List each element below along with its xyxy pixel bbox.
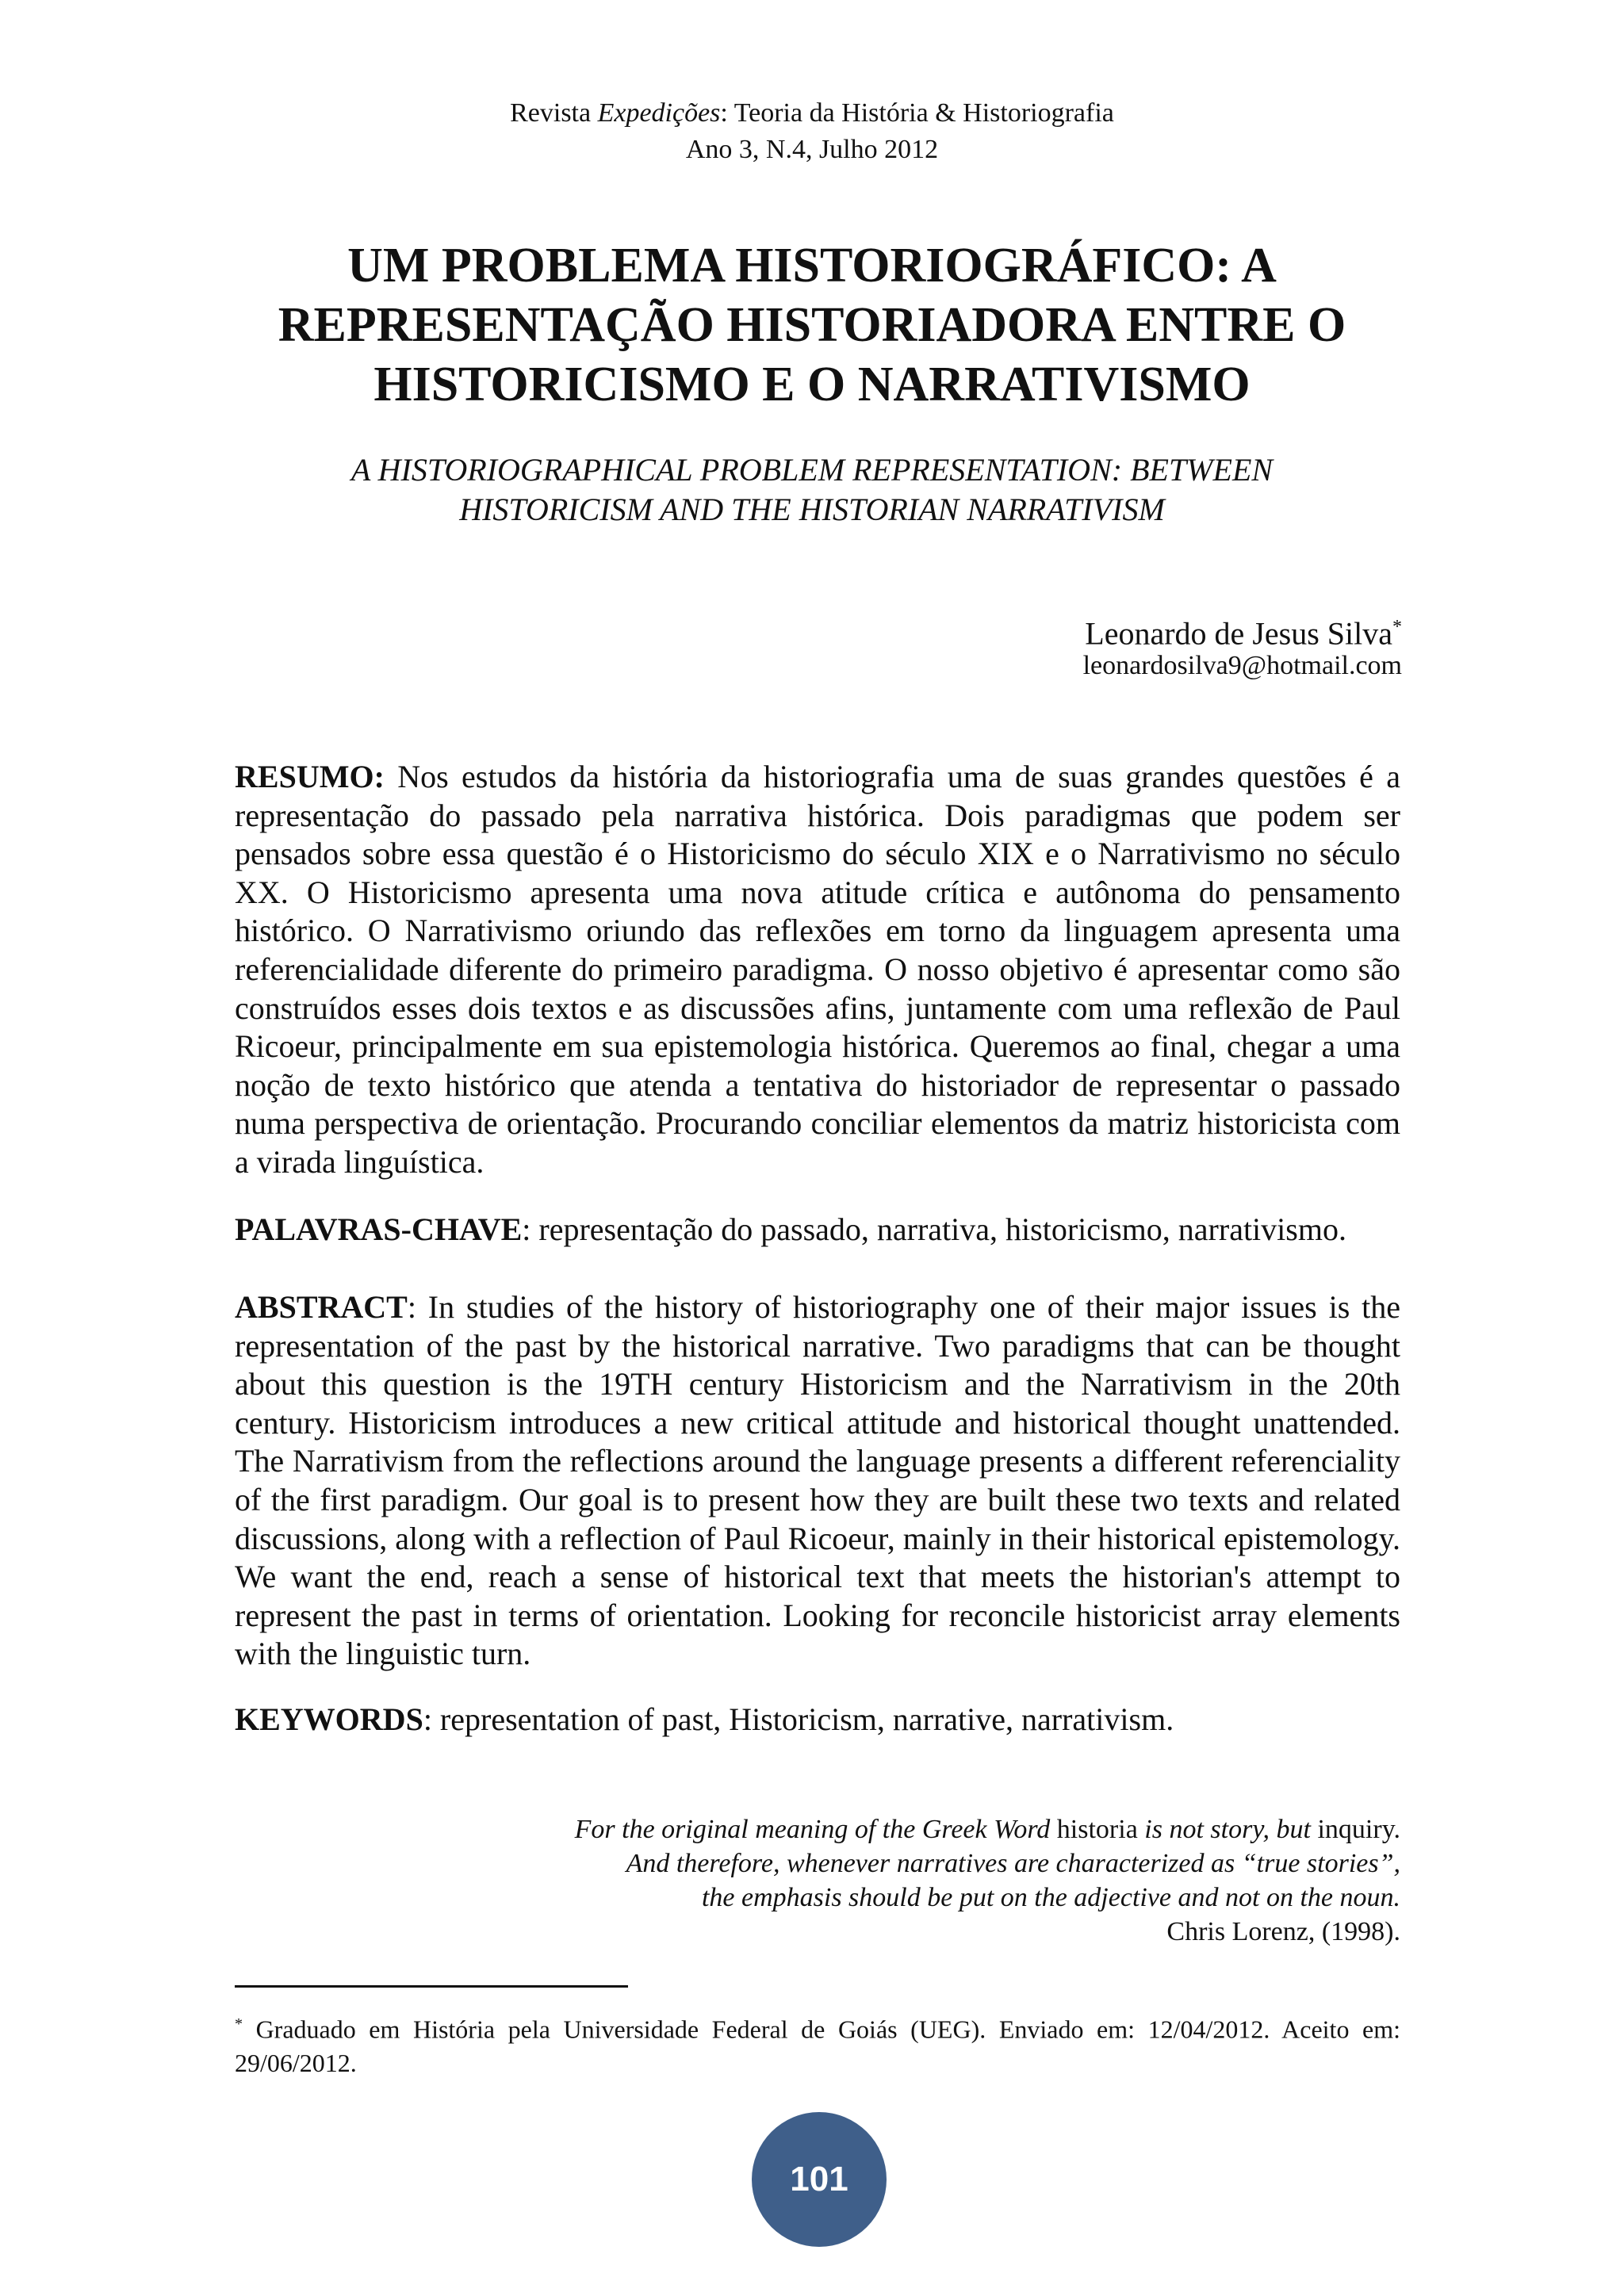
footnote-text: Graduado em História pela Universidade Federal de Goiás (UEG). Enviado em: 12/04/2012. Aceito em: 29/06/2012. [235,2015,1400,2077]
article-title [190,236,1434,415]
footnote [235,2007,1400,2080]
journal-suffix: : Teoria da História & Historiografia [720,98,1114,128]
page-number-badge: 101 [752,2112,887,2247]
epigraph-line-1-b: historia [1056,1815,1138,1844]
subtitle-line-2: HISTORICISM AND THE HISTORIAN NARRATIVISM [459,492,1165,527]
author-name-line [1085,607,1402,653]
epigraph [575,1812,1400,1949]
abstract-label: ABSTRACT [235,1289,408,1325]
epigraph-line-1 [575,1812,1400,1846]
journal-prefix: Revista [510,98,598,128]
footnote-marker: * [235,2015,243,2033]
journal-issue: Ano 3, N.4, Julho 2012 [685,135,939,164]
author-name: Leonardo de Jesus Silva [1085,615,1392,652]
article-subtitle [238,450,1386,530]
epigraph-attribution: Chris Lorenz, (1998). [1166,1917,1400,1946]
palavras-chave-label: PALAVRAS-CHAVE [235,1211,523,1247]
keywords-text: : representation of past, Historicism, narrative, narrativism. [423,1701,1174,1737]
title-line-3: HISTORICISMO E O NARRATIVISMO [373,358,1251,411]
footnote-divider [235,1985,628,1988]
palavras-chave-paragraph [235,1211,1400,1249]
palavras-chave-text: : representação do passado, narrativa, historicismo, narrativismo. [522,1211,1346,1247]
keywords-label: KEYWORDS [235,1701,423,1737]
resumo-paragraph [235,758,1400,1182]
author-footnote-marker: * [1392,617,1402,637]
resumo-label: RESUMO: [235,759,385,794]
author-email[interactable]: leonardosilva9@hotmail.com [1082,651,1402,680]
epigraph-line-3: the emphasis should be put on the adjective and not on the noun. [701,1883,1400,1912]
epigraph-line-1-c: is not story, but [1137,1815,1318,1844]
epigraph-line-2: And therefore, whenever narratives are characterized as “true stories”, [626,1849,1400,1878]
journal-header [0,95,1624,168]
title-line-2: REPRESENTAÇÃO HISTORIADORA ENTRE O [278,298,1346,352]
epigraph-line-1-d: inquiry. [1317,1815,1400,1844]
journal-name: Expedições [597,98,721,128]
resumo-text: Nos estudos da história da historiografia uma de suas grandes questões é a representação do passado pela narrativa histórica. Dois paradigmas que podem ser pensados sobre essa questão é o Historicismo do século XIX e o Narrativismo no século XX. O Historicismo apresenta uma nova atitude crítica e autônoma do pensamento histórico. O Narrativismo oriundo das reflexões em torno da linguagem apresenta uma referencialidade diferente do primeiro paradigma. O nosso objetivo é apresentar como são construídos esses dois textos e as discussões afins, juntamente com uma reflexão de Paul Ricoeur, principalmente em sua epistemologia histórica. Queremos ao final, chegar a uma noção de texto histórico que atenda a tentativa do historiador de representar o passado numa perspectiva de orientação. Procurando conciliar elementos da matriz historicista com a virada linguística. [235,759,1400,1180]
journal-line [0,95,1624,132]
abstract-paragraph [235,1288,1400,1674]
abstract-text: : In studies of the history of historiography one of their major issues is the representation of the past by the historical narrative. Two paradigms that can be thought about this question is the 19TH century Historicism and the Narrativism in the 20th century. Historicism introduces a new critical attitude and historical thought unattended. The Narrativism from the reflections around the language presents a different referenciality of the first paradigm. Our goal is to present how they are built these two texts and related discussions, along with a reflection of Paul Ricoeur, mainly in their historical epistemology. We want the end, reach a sense of historical text that meets the historian's attempt to represent the past in terms of orientation. Looking for reconcile historicist array elements with the linguistic turn. [235,1289,1400,1672]
subtitle-line-1: A HISTORIOGRAPHICAL PROBLEM REPRESENTATION: BETWEEN [350,452,1274,488]
keywords-paragraph [235,1701,1400,1739]
title-line-1: UM PROBLEMA HISTORIOGRÁFICO: A [347,239,1277,293]
epigraph-line-1-a: For the original meaning of the Greek Word [574,1815,1057,1844]
